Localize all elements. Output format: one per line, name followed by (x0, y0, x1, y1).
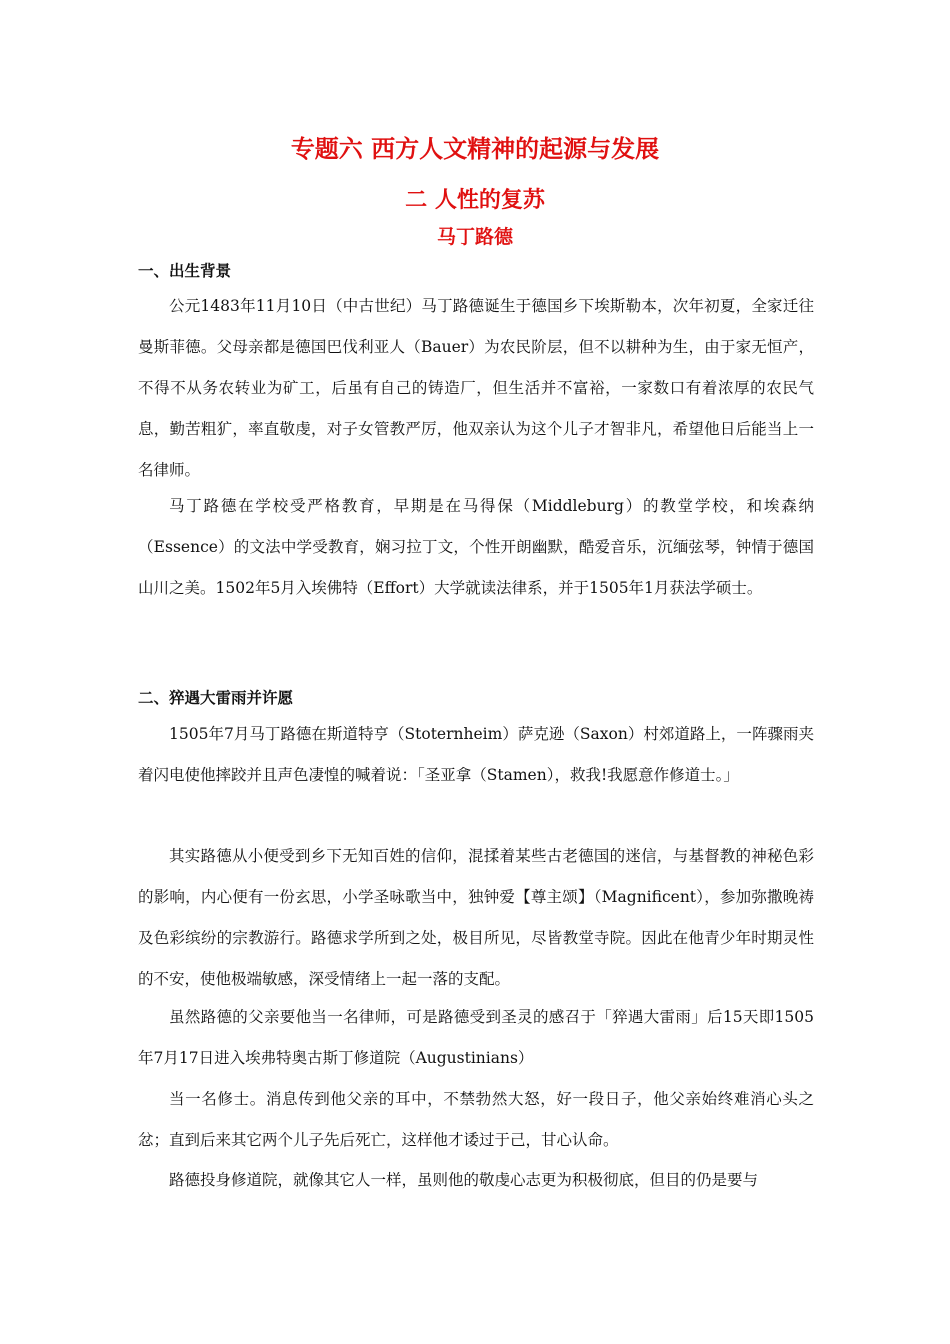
paragraph: 1505年7月马丁路德在斯道特亨（Stoternheim）萨克逊（Saxon）村郊道路上，一阵骤雨夹着闪电使他摔跤并且声色凄惶的喊着说：「圣亚拿（Stamen），救我!我愿意作修道士。」 (138, 725, 814, 784)
paragraph: 虽然路德的父亲要他当一名律师，可是路德受到圣灵的感召于「猝遇大雷雨」后15天即1505年7月17日进入埃弗特奥古斯丁修道院（Augustinians） (138, 1008, 814, 1067)
paragraph: 公元1483年11月10日（中古世纪）马丁路德诞生于德国乡下埃斯勒本，次年初夏，全家迁往曼斯菲德。父母亲都是德国巴伐利亚人（Bauer）为农民阶层，但不以耕种为生，由于家无恒产，不得不从务农转业为矿工，后虽有自己的铸造厂，但生活并不富裕，一家数口有着浓厚的农民气息，勤苦粗犷，率直敬虔，对子女管教严厉，他双亲认为这个儿子才智非凡，希望他日后能当上一名律师。 (138, 297, 814, 479)
section-heading: 一、出生背景 (138, 261, 232, 280)
paragraph: 当一名修士。消息传到他父亲的耳中，不禁勃然大怒，好一段日子，他父亲始终难消心头之忿；直到后来其它两个儿子先后死亡，这样他才诿过于己，甘心认命。 (138, 1090, 814, 1149)
document-subtitle: 二 人性的复苏 (405, 187, 545, 213)
paragraph: 马丁路德在学校受严格教育，早期是在马得保（Middleburg）的教堂学校，和埃森纳（Essence）的文法中学受教育，娴习拉丁文，个性开朗幽默，酷爱音乐，沉缅弦琴，钟情于德国山川之美。1502年5月入埃佛特（Effort）大学就读法律系，并于1505年1月获法学硕士。 (138, 497, 814, 597)
document-heading: 马丁路德 (436, 226, 513, 248)
paragraph: 其实路德从小便受到乡下无知百姓的信仰，混揉着某些古老德国的迷信，与基督教的神秘色彩的影响，内心便有一份玄思，小学圣咏歌当中，独钟爱【尊主颂】（Magnificent），参加弥撒晚祷及色彩缤纷的宗教游行。路德求学所到之处，极目所见，尽皆教堂寺院。因此在他青少年时期灵性的不安，使他极端敏感，深受情绪上一起一落的支配。 (138, 847, 814, 988)
document-title: 专题六 西方人文精神的起源与发展 (290, 134, 660, 163)
section-heading: 二、猝遇大雷雨并许愿 (138, 688, 294, 707)
paragraph: 路德投身修道院，就像其它人一样，虽则他的敬虔心志更为积极彻底，但目的仍是要与 (169, 1171, 759, 1189)
